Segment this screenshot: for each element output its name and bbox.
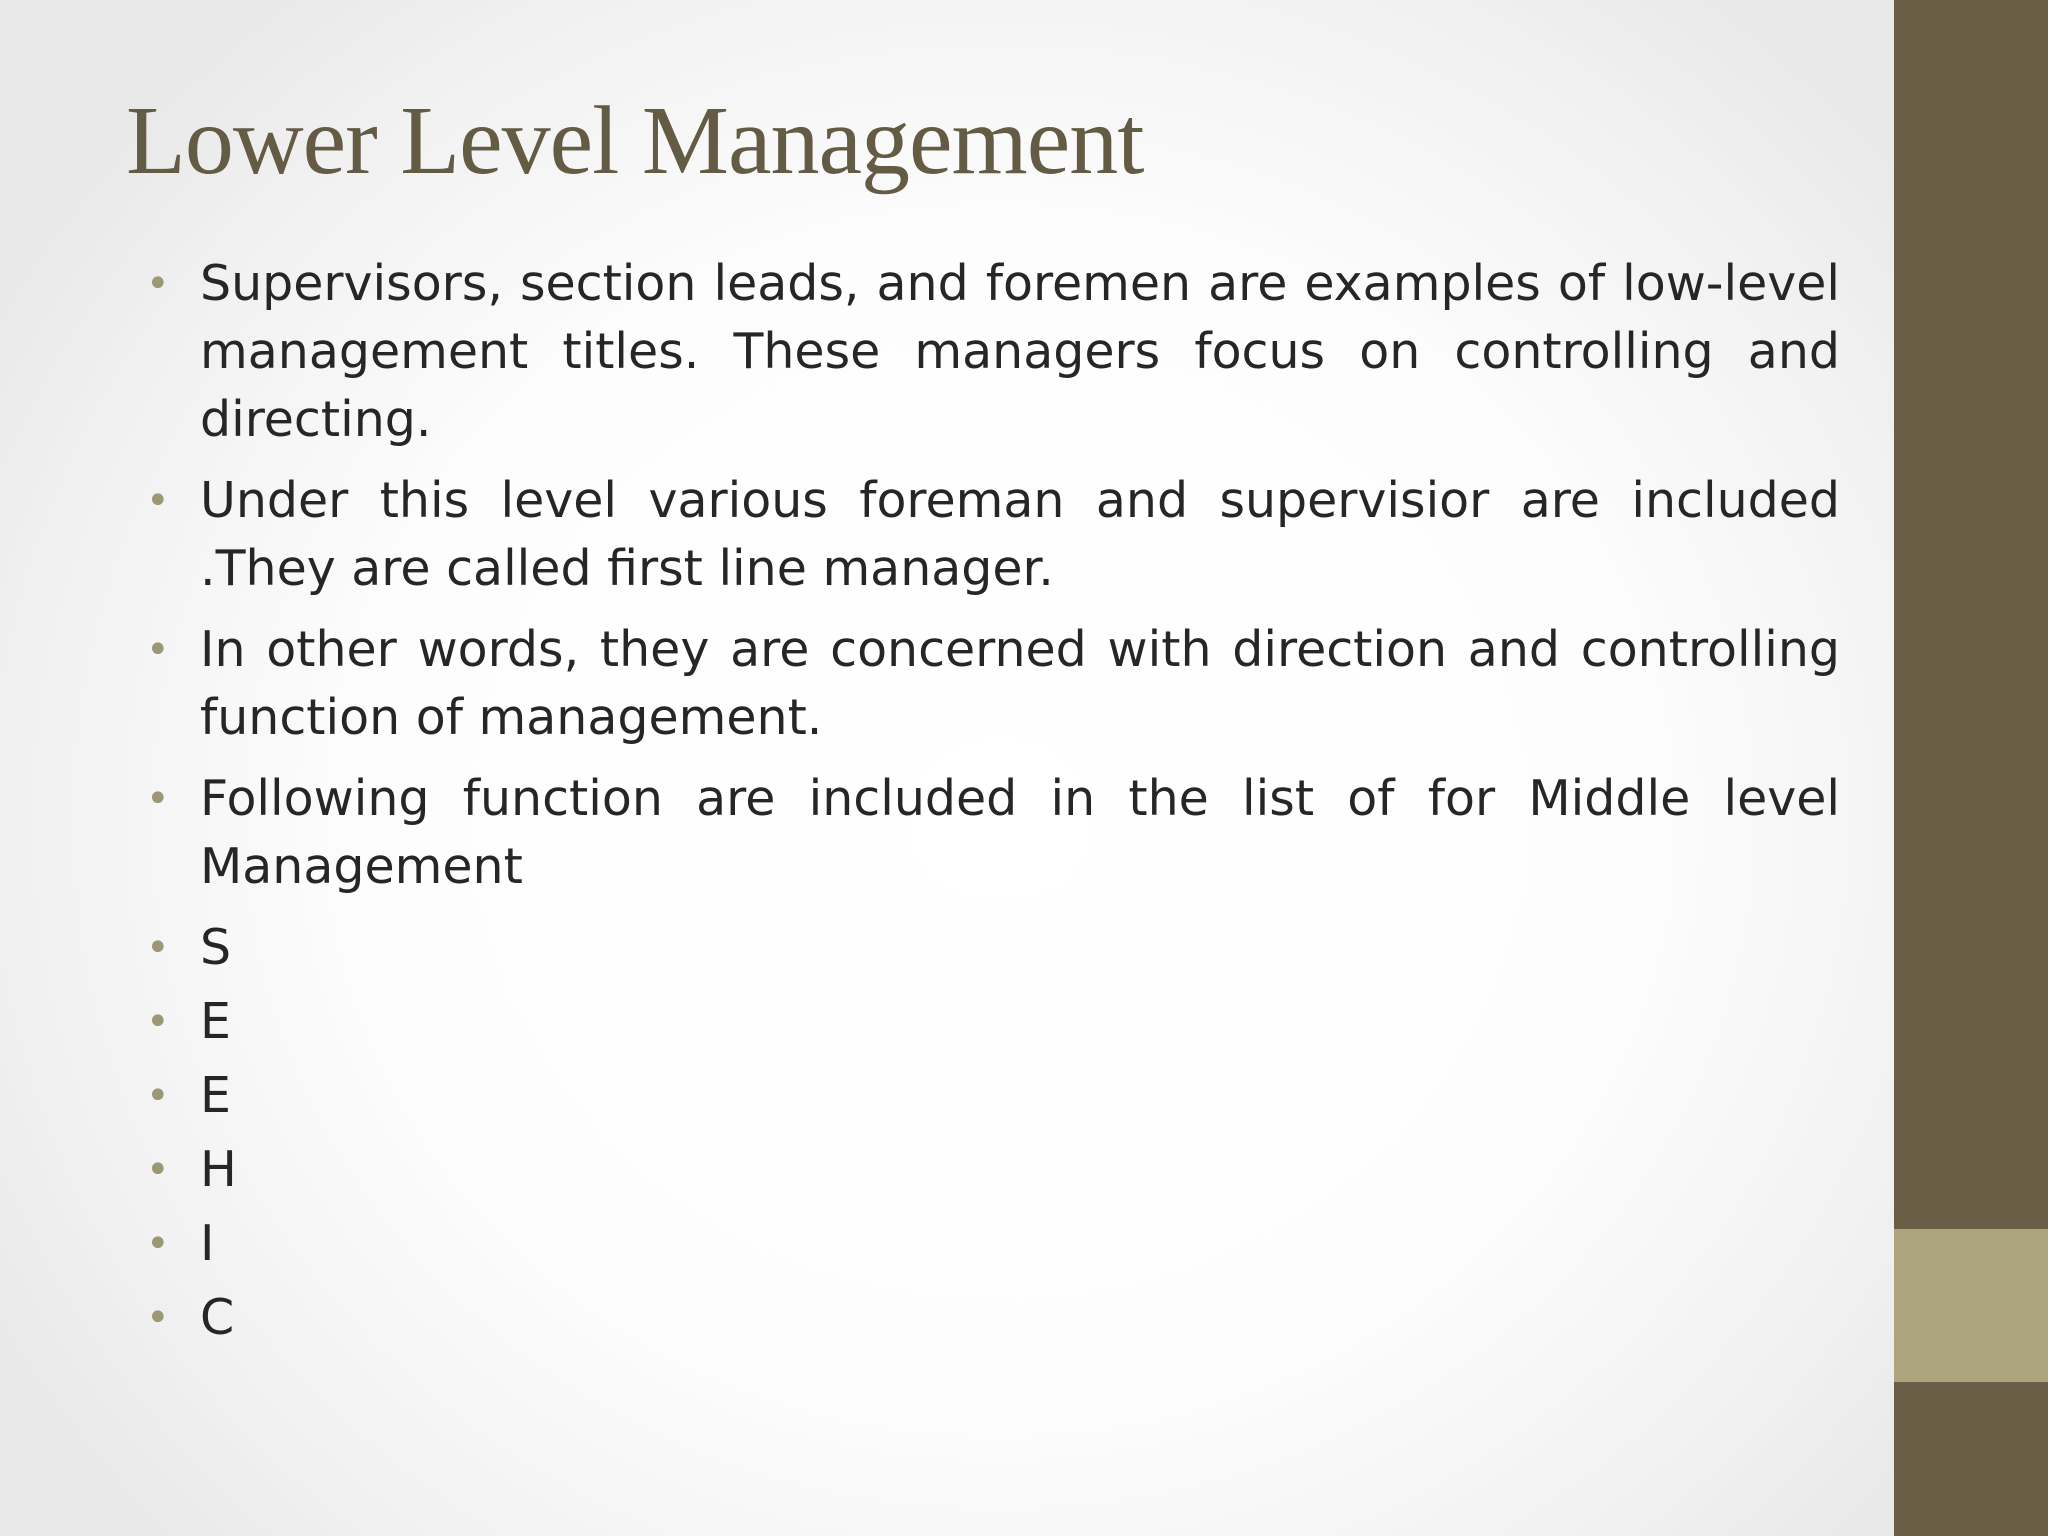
bullet-marker: •: [146, 925, 170, 971]
bullet-text: S: [200, 919, 232, 976]
bullet-list: [146, 250, 1840, 1358]
bullet-item: [146, 1062, 1840, 1130]
bullet-text: Following function are included in the list of for Middle level Management: [200, 770, 1840, 895]
bullet-item: [146, 1136, 1840, 1204]
bullet-text: Supervisors, section leads, and foremen are examples of low-level management titles. These managers focus on controlling and directing.: [200, 255, 1840, 448]
bullet-item: [146, 250, 1840, 454]
bullet-item: [146, 914, 1840, 982]
bullet-text: I: [200, 1215, 215, 1272]
bullet-text: E: [200, 993, 231, 1050]
side-accent-block: [1894, 1229, 2048, 1382]
bullet-text: C: [200, 1289, 235, 1346]
bullet-marker: •: [146, 1073, 170, 1119]
bullet-marker: •: [146, 261, 170, 307]
bullet-marker: •: [146, 478, 170, 524]
slide-title: Lower Level Management: [126, 87, 1144, 195]
bullet-marker: •: [146, 1295, 170, 1341]
bullet-marker: •: [146, 776, 170, 822]
bullet-text: In other words, they are concerned with direction and controlling function of management.: [200, 621, 1840, 746]
bullet-text: H: [200, 1141, 237, 1198]
bullet-item: [146, 765, 1840, 901]
bullet-marker: •: [146, 627, 170, 673]
bullet-item: [146, 467, 1840, 603]
bullet-item: [146, 1210, 1840, 1278]
bullet-marker: •: [146, 1147, 170, 1193]
bullet-item: [146, 616, 1840, 752]
bullet-item: [146, 1284, 1840, 1352]
bullet-text: Under this level various foreman and supervisior are included .They are called first line manager.: [200, 472, 1840, 597]
bullet-text: E: [200, 1067, 231, 1124]
bullet-marker: •: [146, 999, 170, 1045]
bullet-marker: •: [146, 1221, 170, 1267]
bullet-item: [146, 988, 1840, 1056]
